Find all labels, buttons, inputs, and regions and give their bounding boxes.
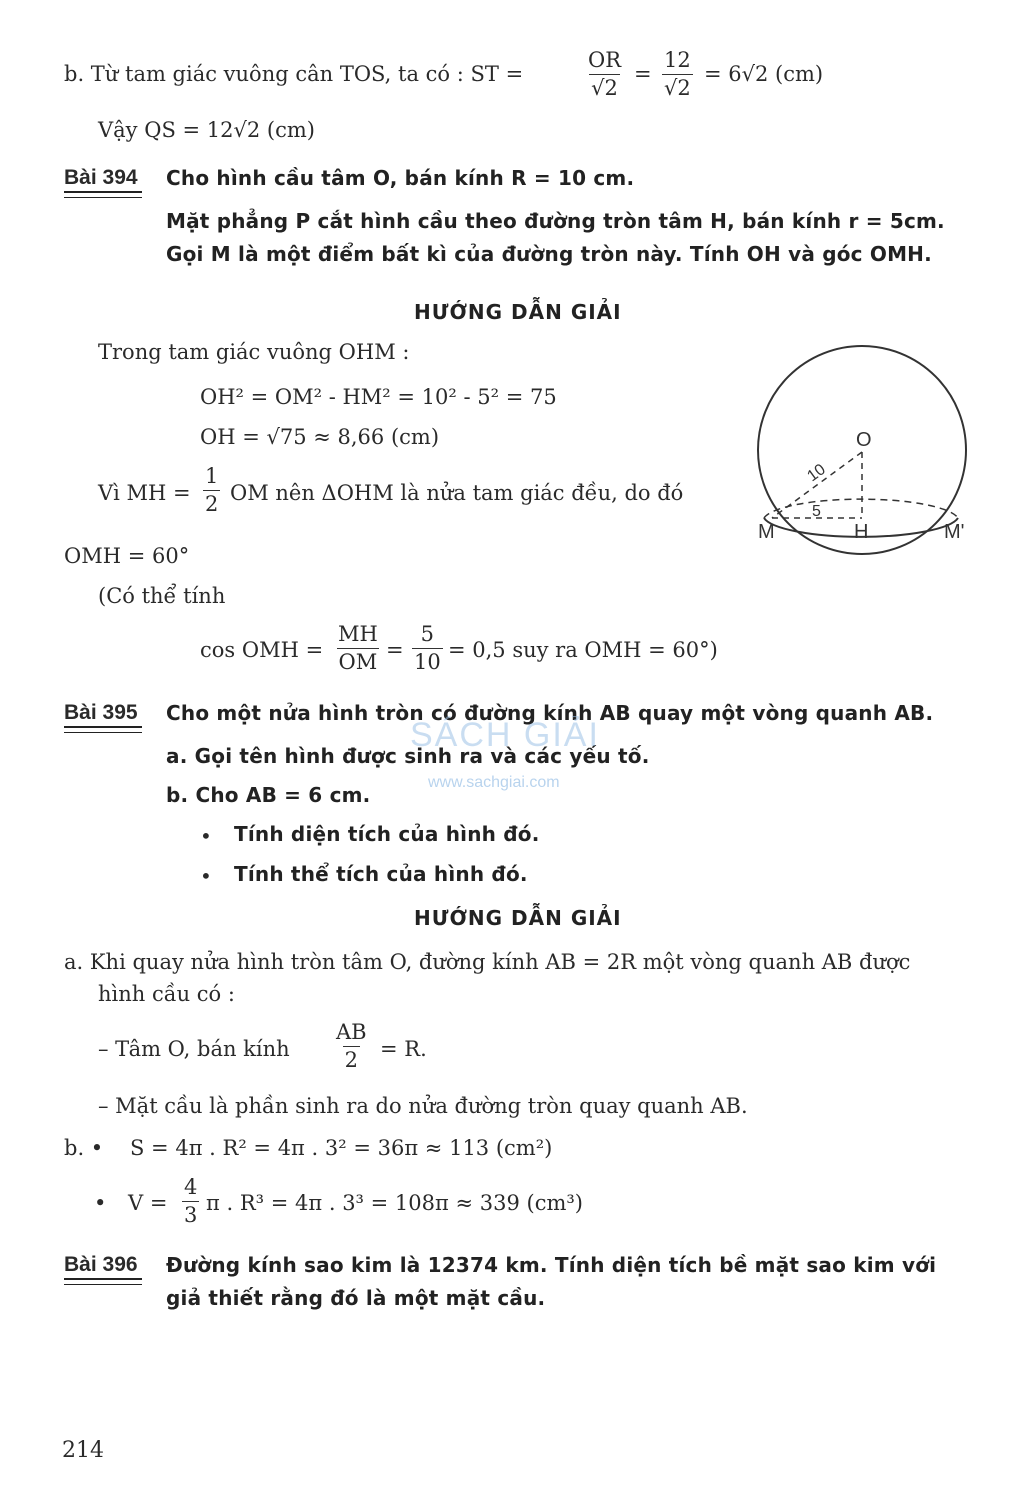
sol395-dash1-prefix: – Tâm O, bán kính <box>98 1037 290 1061</box>
sol394-fraction-mh-om <box>336 624 380 673</box>
bai395-question-line1: Cho một nửa hình tròn có đường kính AB quay một vòng quanh AB. <box>166 701 934 725</box>
solution-heading-394: HƯỚNG DẪN GIẢI <box>414 300 622 324</box>
sol394-line5: OMH = 60° <box>64 544 190 568</box>
sol394-line6: (Có thể tính <box>98 584 226 608</box>
problem-label-text: Bài 396 <box>64 1253 138 1276</box>
fraction-numerator: AB <box>336 1020 367 1044</box>
fraction-numerator: MH <box>338 622 378 646</box>
fraction-denominator: 10 <box>414 650 441 674</box>
sol394-line3: OH = √75 ≈ 8,66 (cm) <box>200 425 440 449</box>
cont-fraction-2 <box>662 50 693 99</box>
sol394-line2: OH² = OM² - HM² = 10² - 5² = 75 <box>200 385 557 409</box>
bai394-question-line3: Gọi M là một điểm bất kì của đường tròn này. Tính OH và góc OMH. <box>166 242 932 266</box>
sol394-line4-suffix: OM nên ΔOHM là nửa tam giác đều, do đó <box>230 481 684 505</box>
label-underline <box>64 1278 142 1285</box>
section-circle-back <box>764 499 958 518</box>
bai396-question-line1: Đường kính sao kim là 12374 km. Tính diện tích bề mặt sao kim với <box>166 1253 937 1277</box>
sol395-volume-formula: π . R³ = 4π . 3³ = 108π ≈ 339 (cm³) <box>206 1191 583 1215</box>
cont-fraction-1 <box>586 50 623 99</box>
label-radius-10: 10 <box>804 461 829 486</box>
sol394-line7-prefix: cos OMH = <box>200 638 324 662</box>
cont-result: = 6√2 (cm) <box>704 62 824 86</box>
fraction-numerator: 5 <box>420 622 435 646</box>
sol395-fraction-ab-2 <box>334 1022 369 1071</box>
label-underline <box>64 726 142 733</box>
bai396-question-line2: giả thiết rằng đó là một mặt cầu. <box>166 1286 546 1310</box>
label-M: M <box>758 521 775 543</box>
label-H: H <box>854 521 869 543</box>
solution-heading-395: HƯỚNG DẪN GIẢI <box>414 906 622 930</box>
cont-line2: Vậy QS = 12√2 (cm) <box>98 118 315 142</box>
sol395-volume-prefix: V = <box>128 1191 168 1215</box>
fraction-denominator: 2 <box>205 492 219 516</box>
cont-line1-prefix: b. Từ tam giác vuông cân TOS, ta có : ST = <box>64 62 524 86</box>
fraction-denominator: OM <box>338 650 378 674</box>
bai395-bullet-area: Tính diện tích của hình đó. <box>234 822 540 846</box>
sol394-line4-prefix: Vì MH = <box>98 481 191 505</box>
sol395-dash1-suffix: = R. <box>380 1037 427 1061</box>
label-O: O <box>856 429 872 451</box>
sol394-line1: Trong tam giác vuông OHM : <box>98 340 410 364</box>
problem-label-396 <box>64 1253 138 1277</box>
page-number: 214 <box>62 1438 104 1463</box>
fraction-denominator: √2 <box>664 76 691 100</box>
watermark-url: www.sachgiai.com <box>428 774 560 791</box>
fraction-denominator: 2 <box>344 1048 358 1072</box>
sol395-b-label: b. • <box>64 1136 104 1160</box>
sol394-line7-equals: = <box>386 638 404 662</box>
bai394-question-line1: Cho hình cầu tâm O, bán kính R = 10 cm. <box>166 166 635 190</box>
sol395-a-line2: hình cầu có : <box>98 982 235 1006</box>
label-M-prime: M' <box>944 521 965 543</box>
bullet-icon: • <box>94 1191 107 1215</box>
sol394-fraction-5-10 <box>412 624 443 673</box>
bai395-question-a: a. Gọi tên hình được sinh ra và các yếu tố. <box>166 744 650 768</box>
fraction-denominator: 3 <box>184 1203 198 1227</box>
fraction-numerator: 4 <box>184 1175 198 1199</box>
problem-label-text: Bài 395 <box>64 701 138 724</box>
watermark-title: SÁCH GIẢI <box>410 716 600 754</box>
sol395-surface-formula: S = 4π . R² = 4π . 3² = 36π ≈ 113 (cm²) <box>130 1136 553 1160</box>
sol395-fraction-4-3 <box>182 1177 199 1226</box>
sol395-dash2: – Mặt cầu là phần sinh ra do nửa đường tròn quay quanh AB. <box>98 1094 748 1118</box>
fraction-numerator: OR <box>588 48 622 72</box>
problem-label-395 <box>64 701 138 725</box>
bai394-question-line2: Mặt phẳng P cắt hình cầu theo đường tròn tâm H, bán kính r = 5cm. <box>166 209 945 233</box>
fraction-numerator: 1 <box>205 464 219 488</box>
problem-label-394 <box>64 166 138 190</box>
fraction-denominator: √2 <box>591 76 618 100</box>
watermark-logo <box>410 700 620 800</box>
bai395-bullet-volume: Tính thể tích của hình đó. <box>234 862 528 886</box>
sol395-a-line1: a. Khi quay nửa hình tròn tâm O, đường kính AB = 2R một vòng quanh AB được <box>64 950 911 974</box>
bai395-question-b: b. Cho AB = 6 cm. <box>166 783 371 807</box>
fraction-numerator: 12 <box>664 48 691 72</box>
problem-label-text: Bài 394 <box>64 166 138 189</box>
bullet-icon: • <box>200 864 212 888</box>
sol394-fraction-half <box>203 466 220 515</box>
label-radius-5: 5 <box>812 503 821 520</box>
cont-equals: = <box>634 62 652 86</box>
bullet-icon: • <box>200 824 212 848</box>
sol394-line7-suffix: = 0,5 suy ra OMH = 60°) <box>448 638 718 662</box>
label-underline <box>64 191 142 198</box>
sphere-diagram <box>740 340 980 570</box>
